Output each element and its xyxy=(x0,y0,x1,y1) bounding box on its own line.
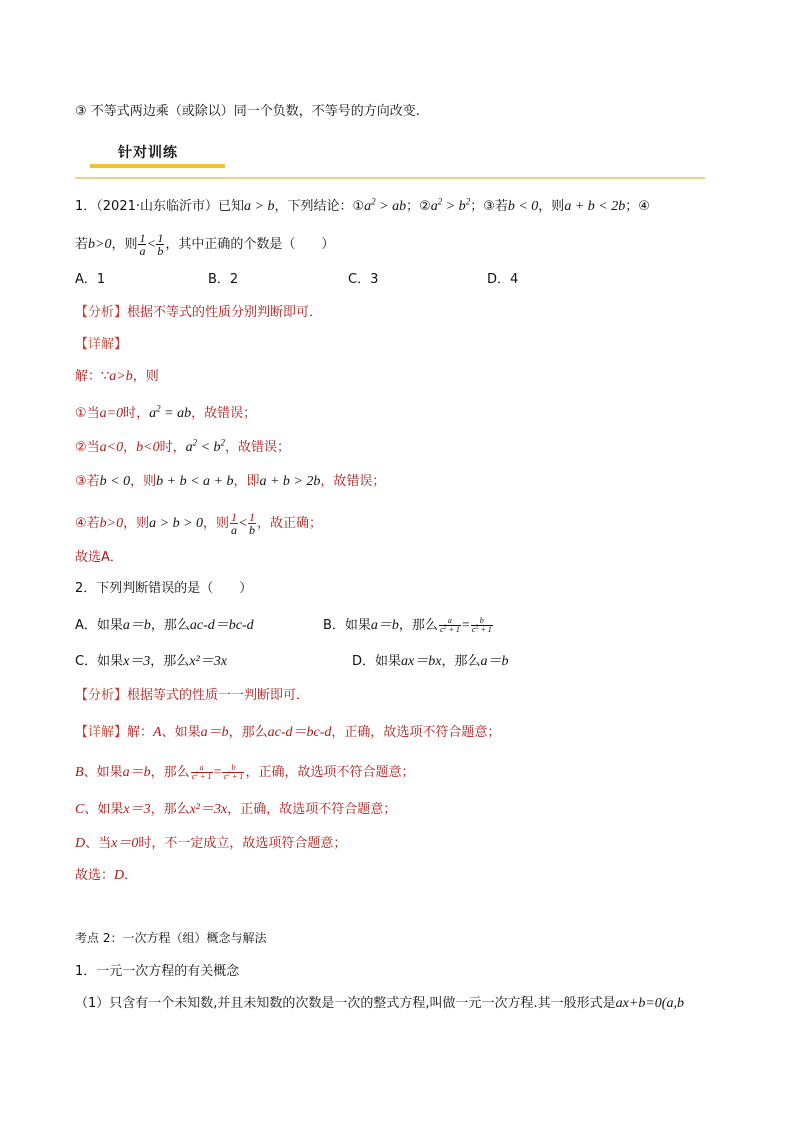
q1-solution-1: ①当a=0时，$a^2$ = ab，故错误； xyxy=(75,403,257,421)
q2-detail-c: C、如果x＝3，那么x²＝3x，正确，故选项不符合题意； xyxy=(75,802,397,817)
q1-analysis: 【分析】根据不等式的性质分别判断即可． xyxy=(75,305,323,320)
q1-solution-4: ④若b>0，则a > b > 0，则 $\frac{1}{a}$ < $\frac{1}{b}$ ，故正确； xyxy=(75,510,322,537)
q2-detail-d: D、当x＝0时，不一定成立，故选项符合题意； xyxy=(75,836,347,851)
kp2-title: 考点 2：一次方程（组）概念与解法 xyxy=(75,931,267,945)
inequality-rule-3: ③ 不等式两边乘（或除以）同一个负数，不等号的方向改变. xyxy=(75,104,420,119)
q2-detail-a: 【详解】解：A、如果a＝b，那么ac-d＝bc-d，正确，故选项不符合题意； xyxy=(75,725,501,740)
q2-option-c: C．如果x＝3，那么x²＝3x xyxy=(75,654,227,669)
q1-stem-line1: 1．（2021·山东临沂市）已知a > b，下列结论：$①a^2$ > ab；$②a^2 > b^2$；③若b < 0，则a + b < 2b；④ xyxy=(75,196,650,214)
q2-analysis: 【分析】根据等式的性质一一判断即可． xyxy=(75,688,310,703)
q1-option-c: C．3 xyxy=(348,272,379,287)
q2-stem: 2．下列判断错误的是（ ） xyxy=(75,581,253,596)
q1-detail-tag: 【详解】 xyxy=(75,337,128,352)
q1-solution-3: ③若b < 0，则b + b < a + b，即a + b > 2b，故错误； xyxy=(75,474,386,489)
q1-option-d: D．4 xyxy=(487,272,519,287)
q1-stem-line2: 若b>0，则 $\frac{1}{a}$ < $\frac{1}{b}$ ，其中正确的个数是（ ） xyxy=(75,231,335,258)
section-title: 针对训练 xyxy=(118,145,178,161)
q2-option-b: B．如果a＝b，那么 $\frac{a}{c^2 + 1}$ = $\frac{b}{c^2 + 1}$ xyxy=(323,616,492,634)
q2-option-a: A．如果a＝b，那么ac-d＝bc-d xyxy=(75,618,254,633)
section-header xyxy=(75,142,705,182)
q1-option-a: A．1 xyxy=(75,272,106,287)
q2-answer: 故选：D． xyxy=(75,868,138,883)
q1-answer: 故选A． xyxy=(75,550,123,565)
q2-option-d: D．如果ax＝bx，那么a＝b xyxy=(352,654,509,669)
kp2-item1: 1．一元一次方程的有关概念 xyxy=(75,964,240,979)
header-rule xyxy=(75,177,705,179)
q1-solution-intro: 解：∵a>b，则 xyxy=(75,369,159,384)
q1-option-b: B．2 xyxy=(208,272,239,287)
title-underline xyxy=(90,164,225,168)
q1-solution-2: ②当a<0，b<0时，$a^2 < b^2$，故错误； xyxy=(75,437,291,455)
q2-detail-b: B、如果a＝b，那么 $\frac{a}{c^2 + 1}$ = $\frac{b}{c^2 + 1}$ ，正确，故选项不符合题意； xyxy=(75,763,415,781)
kp2-item1-1: （1）只含有一个未知数,并且未知数的次数是一次的整式方程,叫做一元一次方程.其一般形式是ax+b=0(a,b xyxy=(75,996,684,1011)
